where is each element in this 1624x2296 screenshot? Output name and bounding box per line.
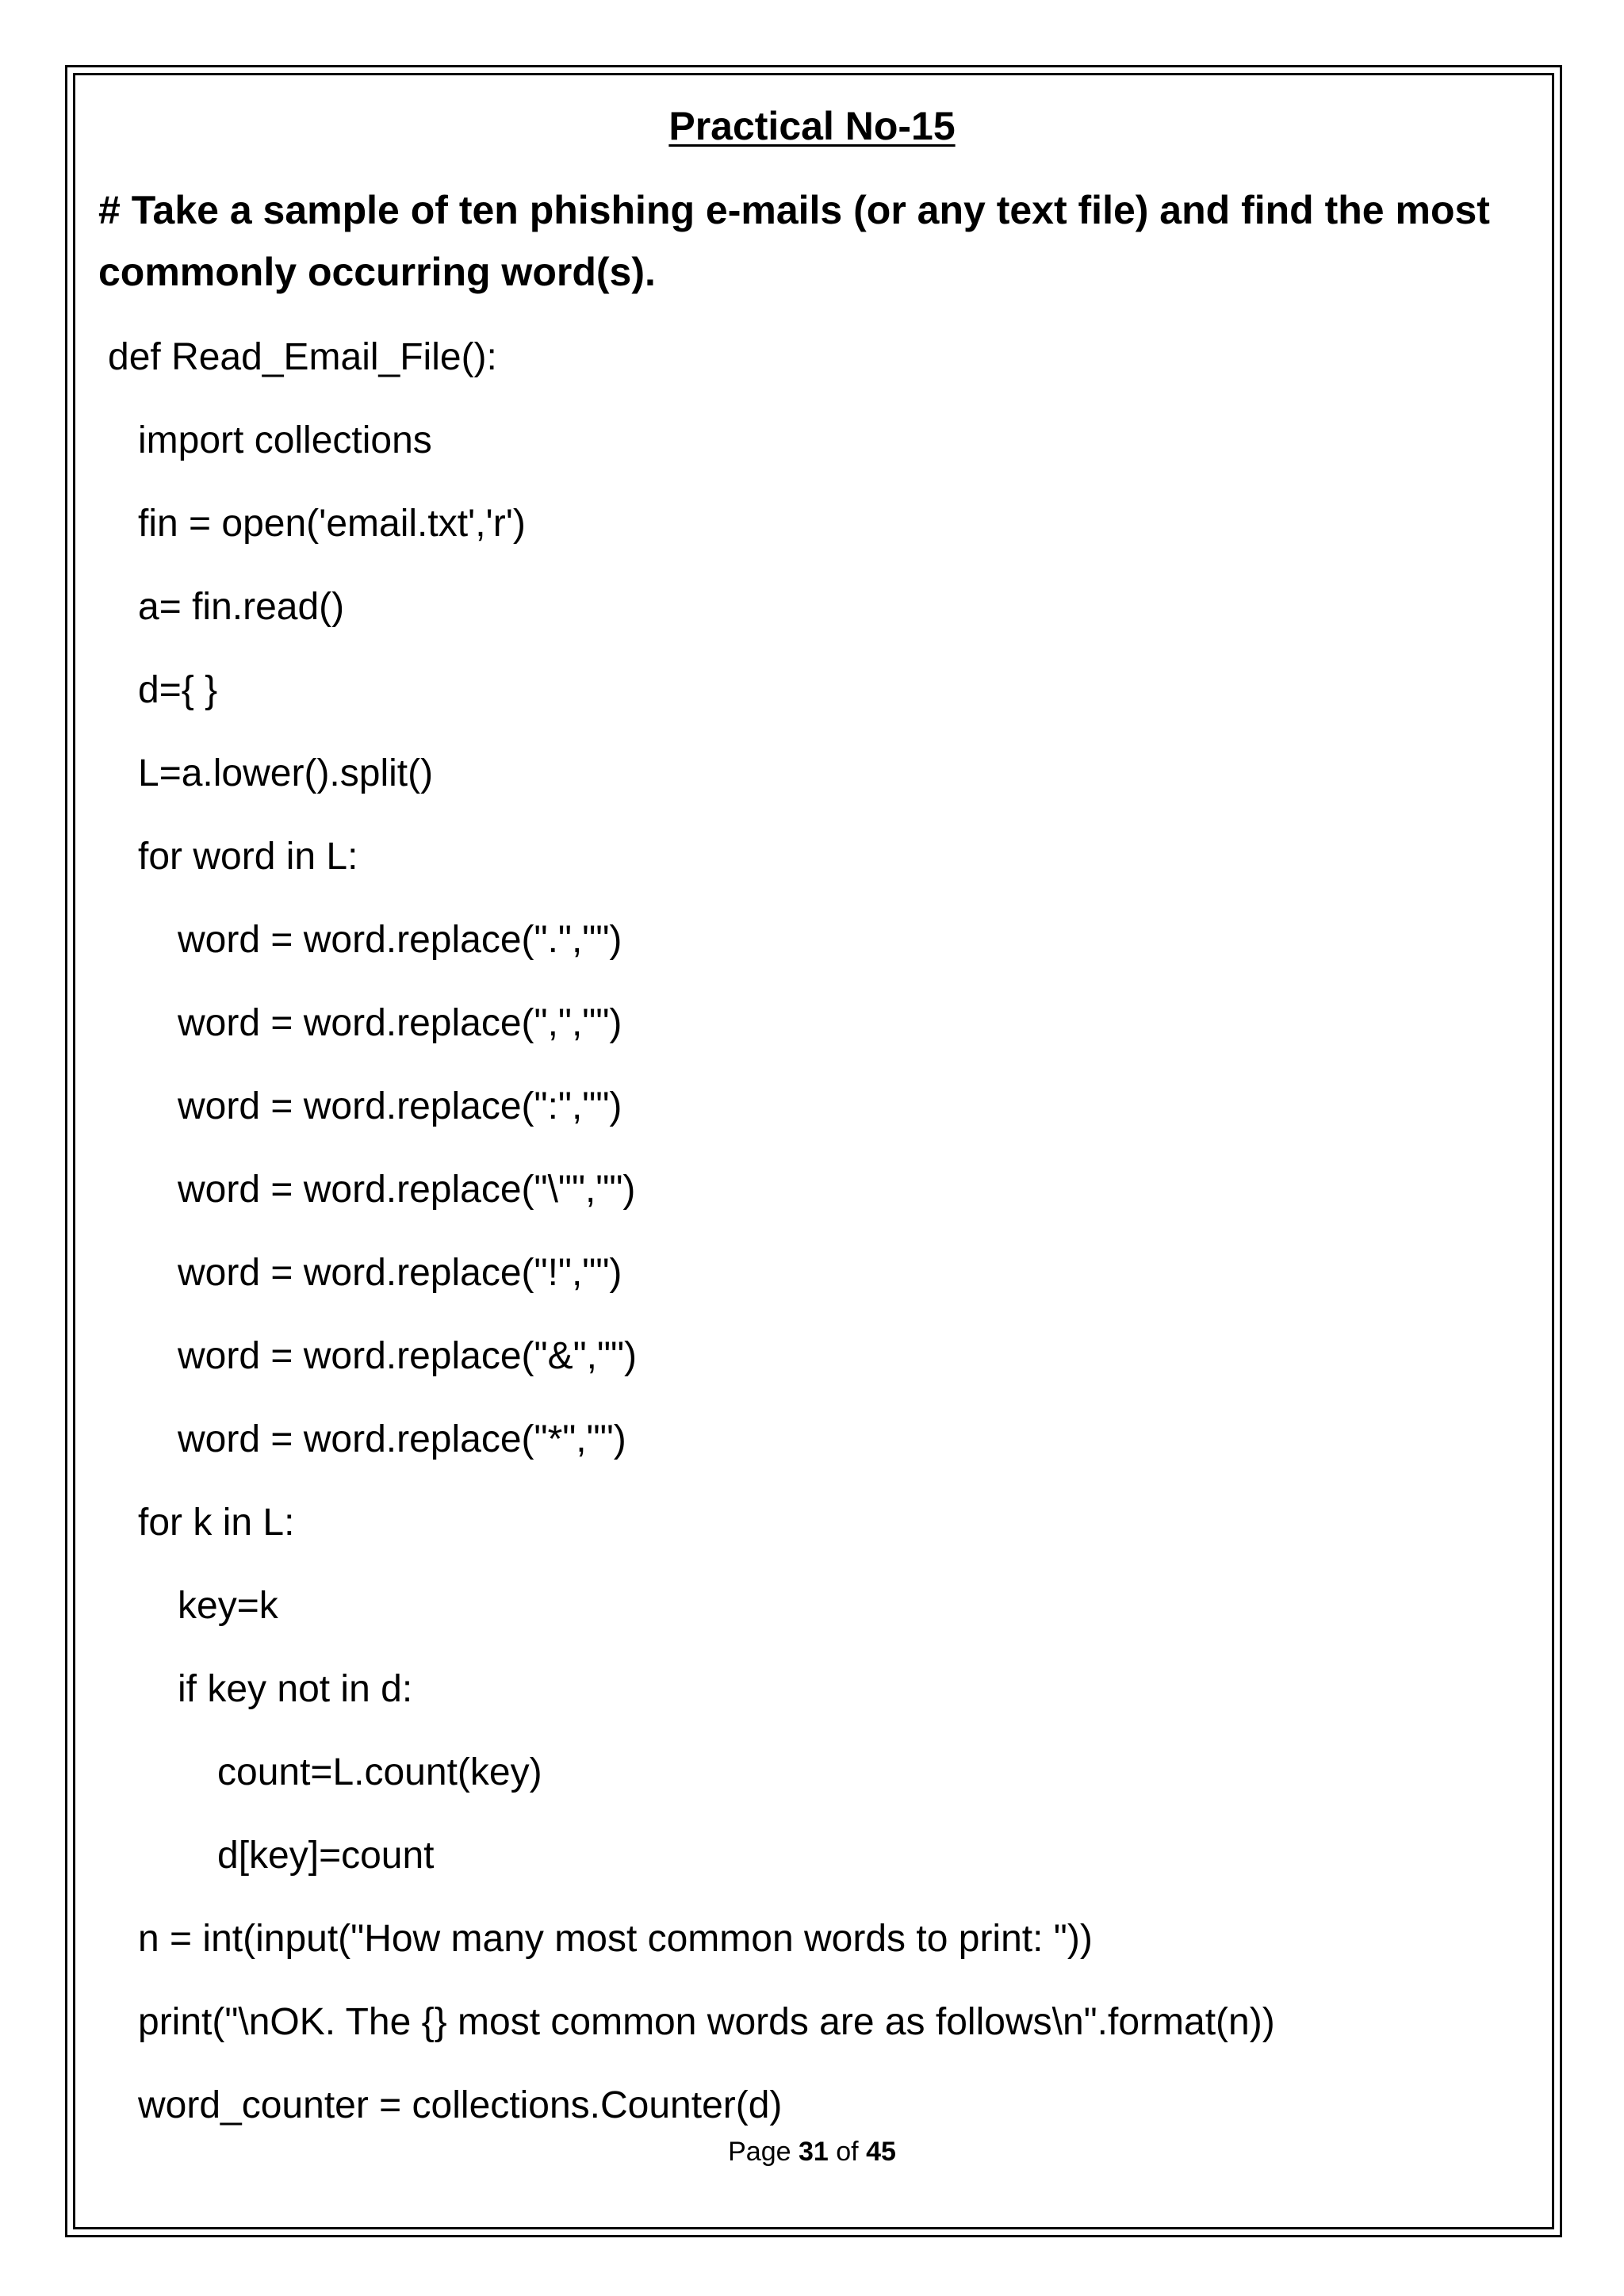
page-label: Page [728, 2137, 791, 2167]
page-border-inner [73, 73, 1554, 2229]
code-line: for word in L: [138, 836, 358, 878]
code-line: d[key]=count [217, 1835, 435, 1877]
page-number: 31 [798, 2137, 829, 2167]
code-line: def Read_Email_File(): [108, 336, 497, 378]
code-line: d={ } [138, 669, 218, 711]
code-line: word = word.replace("\"","") [178, 1169, 636, 1211]
page-footer [0, 2133, 1624, 2171]
code-line: count=L.count(key) [217, 1751, 542, 1793]
code-line: word = word.replace(".","") [178, 919, 622, 961]
code-line: L=a.lower().split() [138, 752, 434, 794]
code-line: print("\nOK. The {} most common words are as follows\n".format(n)) [138, 2001, 1275, 2043]
page-title [0, 98, 1624, 154]
practical-title: Practical No-15 [668, 104, 956, 148]
code-line: if key not in d: [178, 1668, 413, 1710]
total-pages: 45 [866, 2137, 896, 2167]
code-line: word = word.replace(":","") [178, 1085, 622, 1127]
code-line: fin = open('email.txt','r') [138, 503, 526, 545]
code-line: a= fin.read() [138, 586, 345, 628]
code-line: key=k [178, 1585, 278, 1627]
of-label: of [836, 2137, 859, 2167]
code-line: import collections [138, 419, 432, 461]
code-line: word = word.replace("*","") [178, 1418, 626, 1460]
task-heading: # Take a sample of ten phishing e-mails (or any text file) and find the most commonly occurring word(s). [98, 188, 1490, 294]
code-line: word = word.replace("&","") [178, 1335, 638, 1377]
code-line: word = word.replace("!","") [178, 1252, 622, 1294]
code-line: word = word.replace(",","") [178, 1002, 622, 1044]
code-line: n = int(input("How many most common words to print: ")) [138, 1918, 1093, 1960]
code-line: for k in L: [138, 1502, 295, 1544]
code-line: word_counter = collections.Counter(d) [138, 2084, 783, 2126]
